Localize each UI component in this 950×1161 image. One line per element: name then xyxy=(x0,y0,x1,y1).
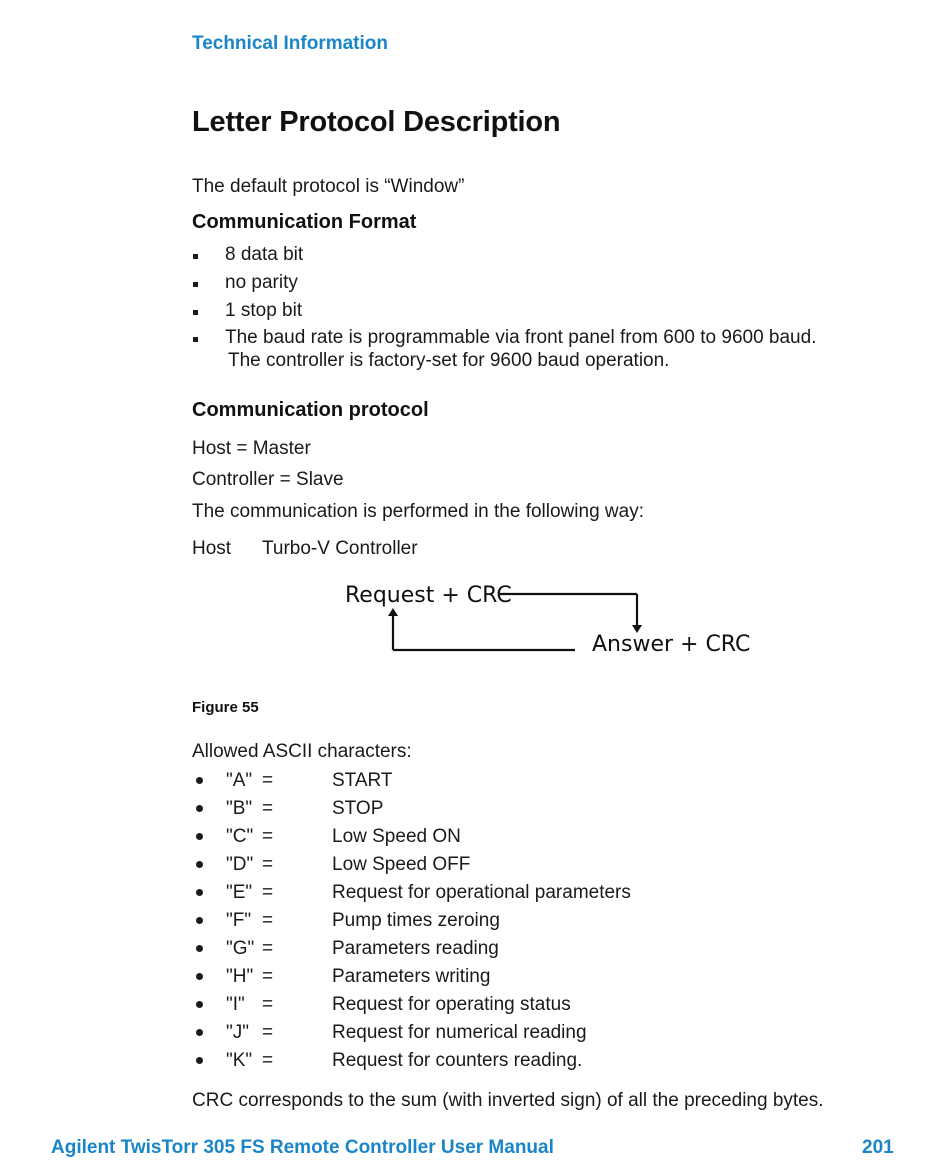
bullet-icon xyxy=(196,861,203,868)
ascii-meaning: START xyxy=(332,770,393,791)
ascii-code: "K" xyxy=(226,1050,253,1071)
ascii-equals: = xyxy=(262,798,274,819)
intro-text: The default protocol is “Window” xyxy=(192,176,465,197)
ascii-code: "E" xyxy=(226,882,253,903)
ascii-equals: = xyxy=(262,1050,274,1071)
ascii-code: "H" xyxy=(226,966,254,987)
request-answer-diagram xyxy=(330,570,750,665)
bullet-icon xyxy=(196,917,203,924)
list-item: 1 stop bit xyxy=(225,300,303,321)
crc-note: CRC corresponds to the sum (with inverted sign) of all the preceding bytes. xyxy=(192,1090,824,1111)
bullet-icon xyxy=(193,254,198,259)
ascii-equals: = xyxy=(262,994,274,1015)
ascii-equals: = xyxy=(262,854,274,875)
arrow-up-icon xyxy=(388,608,398,616)
ascii-code: "I" xyxy=(226,994,245,1015)
bullet-icon xyxy=(196,1029,203,1036)
ascii-equals: = xyxy=(262,1022,274,1043)
bullet-icon xyxy=(196,805,203,812)
format-heading: Communication Format xyxy=(192,211,417,233)
page-title: Letter Protocol Description xyxy=(192,106,561,138)
ascii-code: "B" xyxy=(226,798,253,819)
ascii-code: "A" xyxy=(226,770,253,791)
column-host: Host xyxy=(192,538,232,559)
bullet-icon xyxy=(196,973,203,980)
ascii-code: "G" xyxy=(226,938,255,959)
bullet-icon xyxy=(193,282,198,287)
ascii-equals: = xyxy=(262,910,274,931)
list-item: 8 data bit xyxy=(225,244,304,265)
bullet-icon xyxy=(196,777,203,784)
ascii-meaning: Low Speed OFF xyxy=(332,854,471,875)
protocol-description: The communication is performed in the following way: xyxy=(192,501,644,522)
list-item: The baud rate is programmable via front panel from 600 to 9600 baud. xyxy=(225,327,817,348)
bullet-icon xyxy=(196,945,203,952)
ascii-meaning: Parameters writing xyxy=(332,966,491,987)
section-header: Technical Information xyxy=(192,33,389,54)
figure-caption: Figure 55 xyxy=(192,699,259,716)
ascii-equals: = xyxy=(262,882,274,903)
column-controller: Turbo-V Controller xyxy=(262,538,418,559)
ascii-code: "J" xyxy=(226,1022,249,1043)
bullet-icon xyxy=(196,1001,203,1008)
bullet-icon xyxy=(193,337,198,342)
page-number: 201 xyxy=(862,1137,894,1158)
bullet-icon xyxy=(196,889,203,896)
ascii-intro: Allowed ASCII characters: xyxy=(192,741,412,762)
protocol-heading: Communication protocol xyxy=(192,399,429,421)
ascii-meaning: Request for numerical reading xyxy=(332,1022,587,1043)
ascii-equals: = xyxy=(262,770,274,791)
controller-role: Controller = Slave xyxy=(192,469,344,490)
bullet-icon xyxy=(193,310,198,315)
request-label: Request + CRC xyxy=(345,583,512,608)
footer-manual-title: Agilent TwisTorr 305 FS Remote Controller User Manual xyxy=(51,1137,554,1158)
ascii-meaning: Request for counters reading. xyxy=(332,1050,583,1071)
ascii-meaning: Request for operating status xyxy=(332,994,571,1015)
ascii-meaning: Parameters reading xyxy=(332,938,499,959)
ascii-meaning: Low Speed ON xyxy=(332,826,461,847)
ascii-equals: = xyxy=(262,966,274,987)
list-item: no parity xyxy=(225,272,298,293)
ascii-equals: = xyxy=(262,826,274,847)
bullet-icon xyxy=(196,833,203,840)
ascii-meaning: Pump times zeroing xyxy=(332,910,500,931)
ascii-meaning: STOP xyxy=(332,798,384,819)
ascii-equals: = xyxy=(262,938,274,959)
list-item-continuation: The controller is factory-set for 9600 baud operation. xyxy=(228,350,670,371)
answer-label: Answer + CRC xyxy=(592,632,750,657)
ascii-code: "F" xyxy=(226,910,252,931)
ascii-code: "D" xyxy=(226,854,254,875)
ascii-code: "C" xyxy=(226,826,254,847)
host-role: Host = Master xyxy=(192,438,311,459)
ascii-meaning: Request for operational parameters xyxy=(332,882,631,903)
bullet-icon xyxy=(196,1057,203,1064)
